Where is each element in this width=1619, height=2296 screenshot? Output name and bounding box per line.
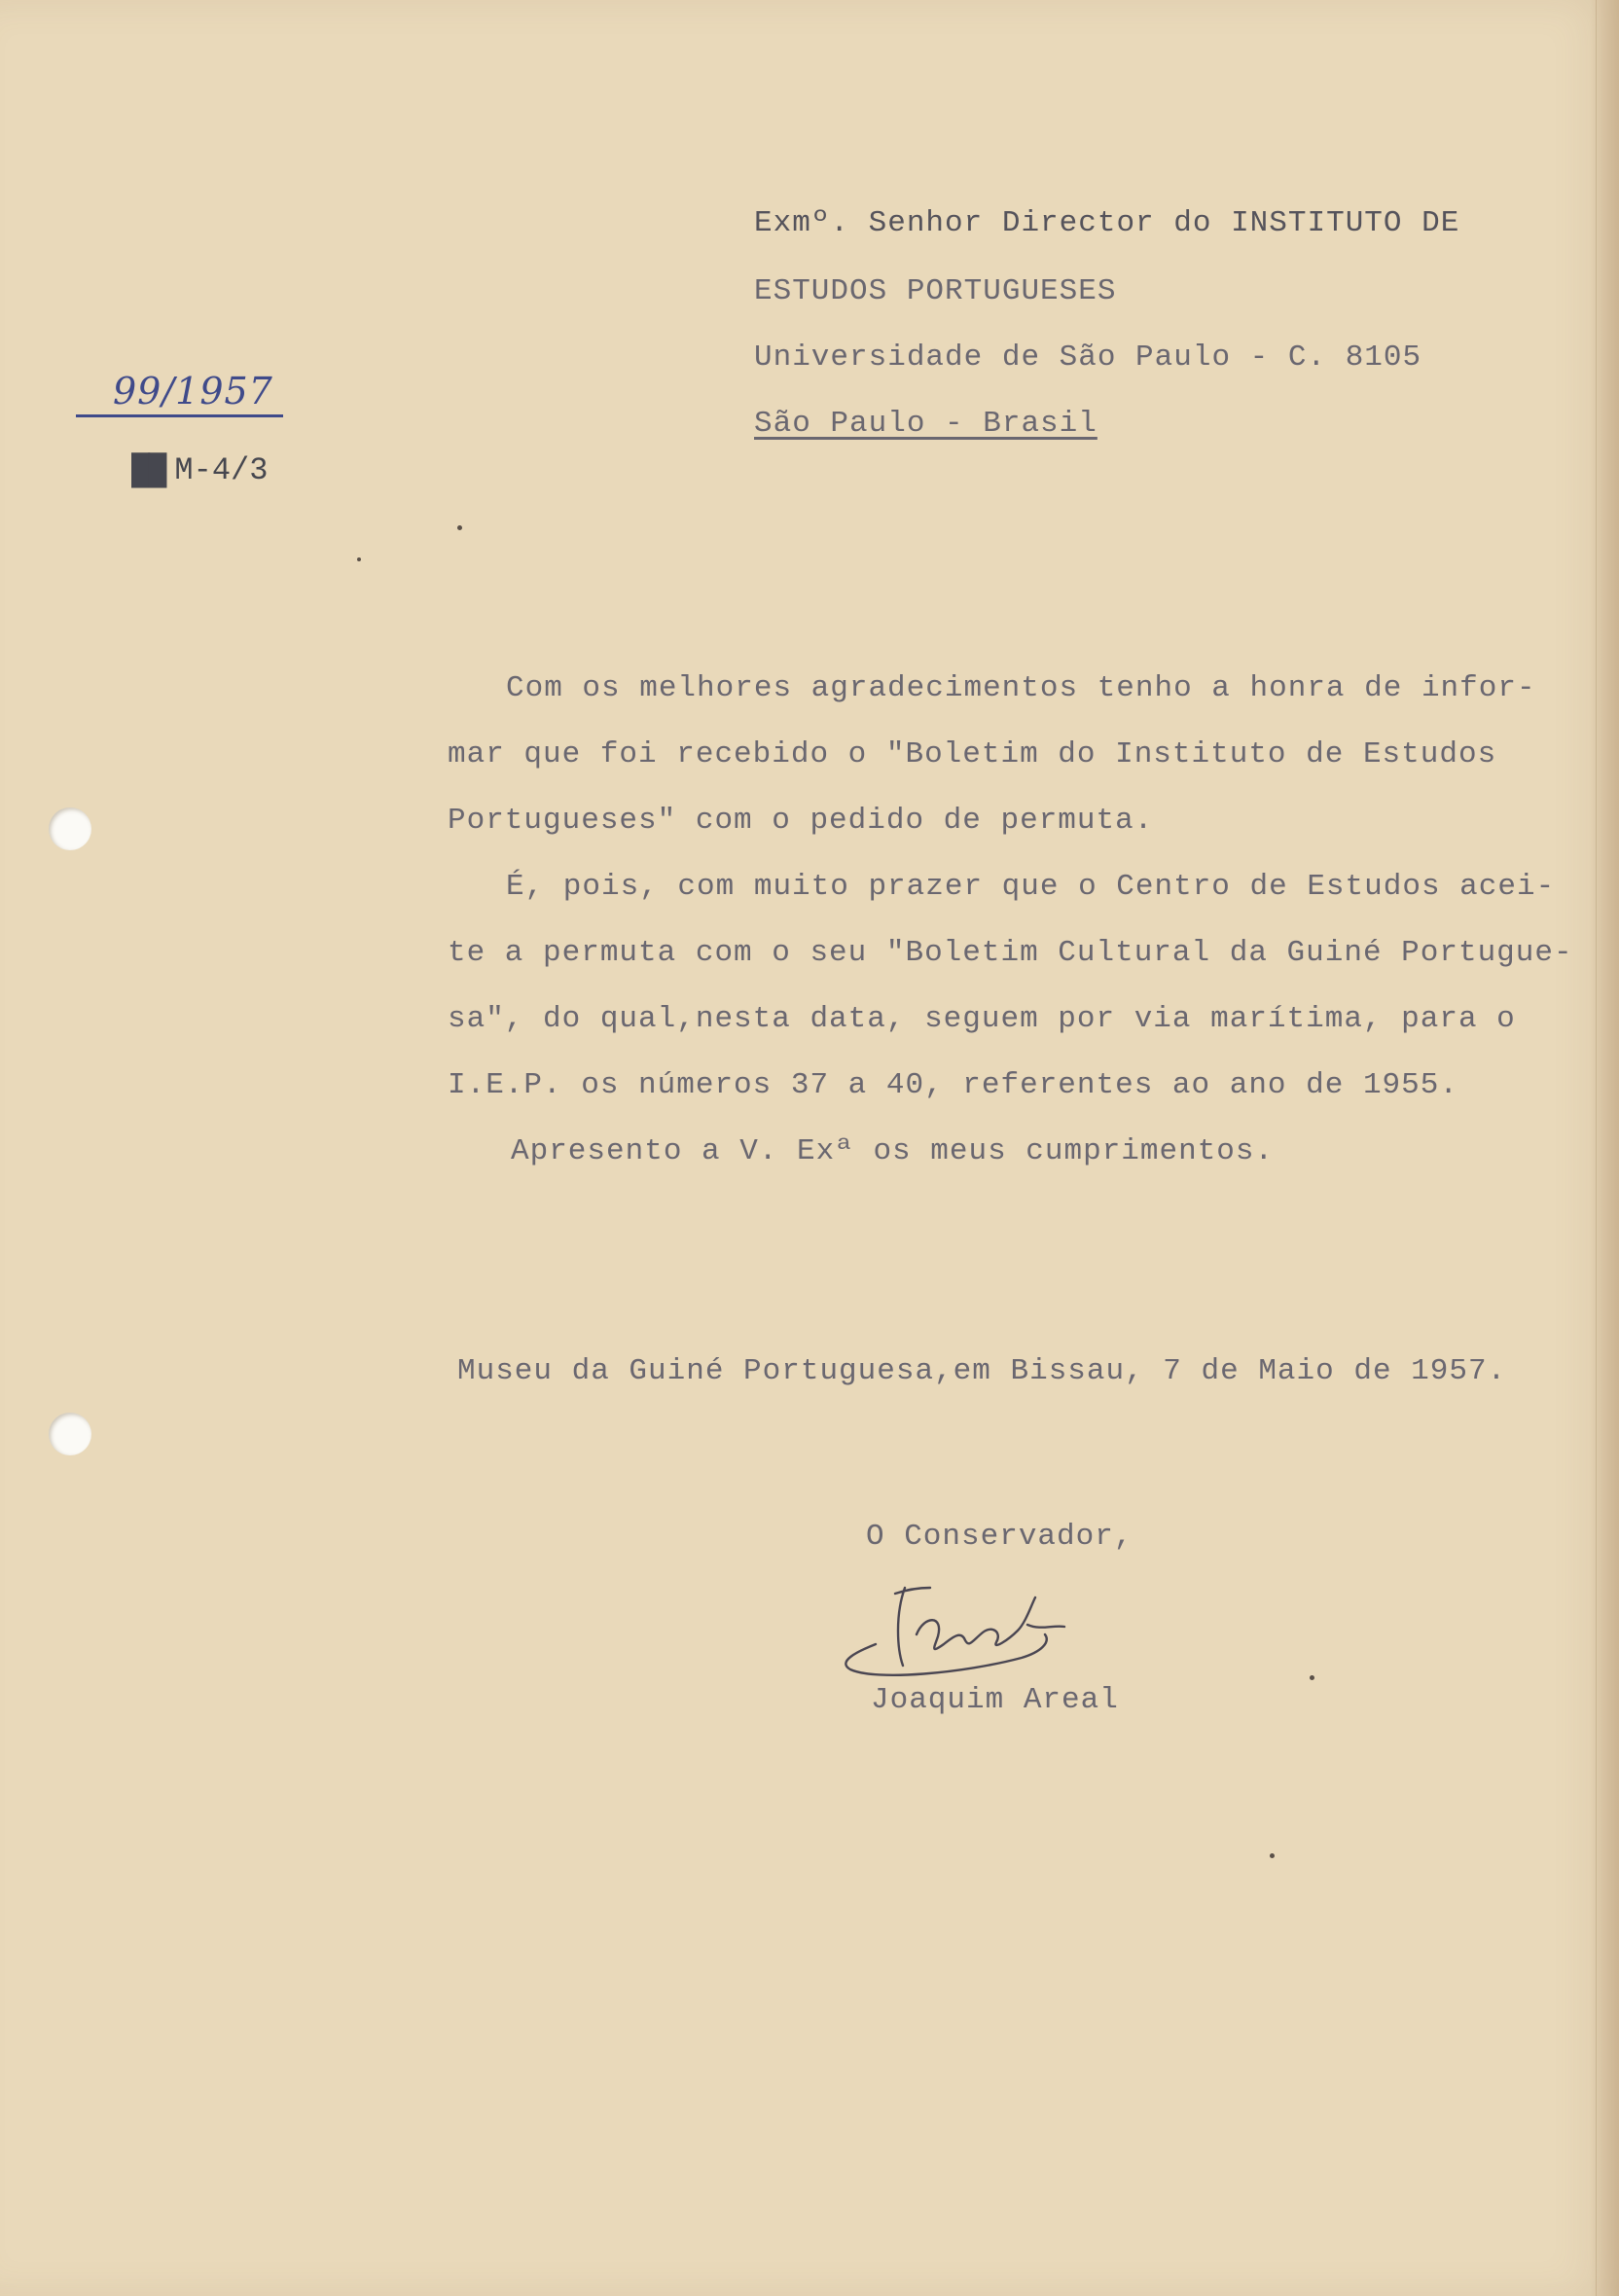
signature-scribble	[837, 1576, 1109, 1683]
body-line-6: sa", do qual,nesta data, seguem por via marítima, para o	[448, 1002, 1516, 1036]
body-line-1: Com os melhores agradecimentos tenho a honra de infor-	[506, 671, 1536, 705]
paper-speck	[1270, 1853, 1275, 1858]
body-line-2: mar que foi recebido o "Boletim do Instituto de Estudos	[448, 737, 1497, 771]
body-line-7: I.E.P. os números 37 a 40, referentes ao ano de 1955.	[448, 1068, 1458, 1102]
place-and-date: Museu da Guiné Portuguesa,em Bissau, 7 de Maio de 1957.	[457, 1354, 1507, 1388]
paper-edge-shadow	[1590, 0, 1619, 2296]
struck-out-mark: ██	[131, 452, 165, 488]
body-line-4: É, pois, com muito prazer que o Centro de Estudos acei-	[506, 870, 1556, 904]
body-line-8: Apresento a V. Exª os meus cumprimentos.	[511, 1134, 1275, 1168]
reference-code	[131, 452, 268, 488]
paper-speck	[1310, 1675, 1314, 1680]
recipient-line-1: Exmº. Senhor Director do INSTITUTO DE	[754, 206, 1460, 240]
body-line-5: te a permuta com o seu "Boletim Cultural da Guiné Portugue-	[448, 936, 1573, 970]
paper-fold	[1596, 0, 1597, 2296]
handwritten-reference-number: 99/1957	[76, 370, 283, 417]
recipient-line-4: São Paulo - Brasil	[754, 407, 1097, 441]
reference-code-text: M-4/3	[174, 452, 269, 488]
punch-hole-top	[49, 807, 91, 850]
paper-speck	[457, 525, 462, 530]
recipient-line-3: Universidade de São Paulo - C. 8105	[754, 341, 1422, 375]
body-line-3: Portugueses" com o pedido de permuta.	[448, 804, 1154, 838]
signatory-name: Joaquim Areal	[871, 1683, 1119, 1717]
recipient-line-2: ESTUDOS PORTUGUESES	[754, 274, 1117, 308]
punch-hole-bottom	[49, 1413, 91, 1455]
paper-speck	[357, 557, 361, 561]
closing-title: O Conservador,	[866, 1520, 1133, 1554]
